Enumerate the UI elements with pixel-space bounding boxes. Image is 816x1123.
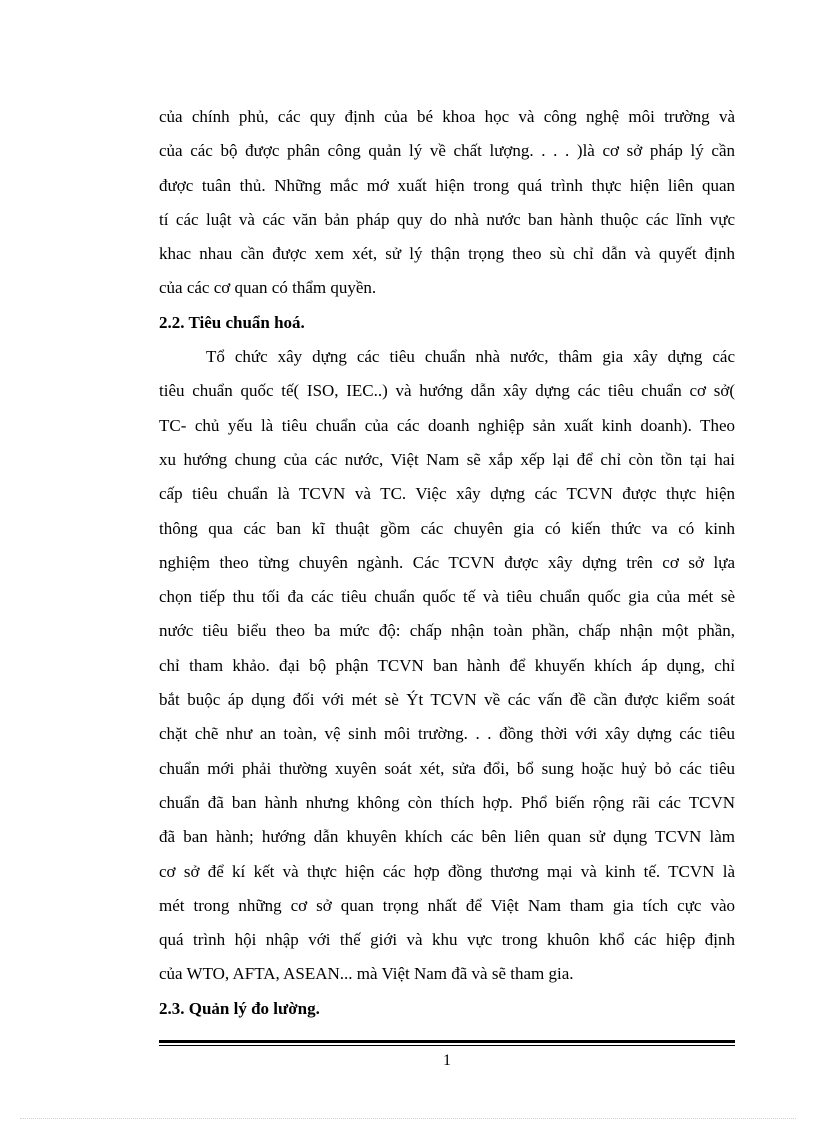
document-body xyxy=(159,100,735,1026)
text-line: chuẩn mới phải thường xuyên soát xét, sửa đổi, bổ sung hoặc huỷ bỏ các tiêu xyxy=(159,758,735,778)
section-heading-2-2: 2.2. Tiêu chuẩn hoá. xyxy=(159,312,305,332)
text-line: TC- chủ yếu là tiêu chuẩn của các doanh nghiệp sản xuất kinh doanh). Theo xyxy=(159,415,735,435)
text-line: chặt chẽ như an toàn, vệ sinh môi trường. . . đồng thời với xây dựng các tiêu xyxy=(159,724,735,744)
text-line: nghiệm theo từng chuyên ngành. Các TCVN được xây dựng trên cơ sở lựa xyxy=(159,552,735,572)
text-line: của các cơ quan có thẩm quyền. xyxy=(159,278,377,298)
text-line: của các bộ được phân công quản lý về chất lượng. . . . )là cơ sở pháp lý cần xyxy=(159,141,735,161)
paragraph-standardization xyxy=(159,340,735,992)
text-line: khac nhau cần được xem xét, sử lý thận trọng theo sù chỉ dẫn và quyết định xyxy=(159,244,735,264)
footer-rule-thin xyxy=(159,1045,735,1046)
text-line: chỉ tham khảo. đại bộ phận TCVN ban hành để khuyến khích áp dụng, chỉ xyxy=(159,655,735,675)
text-line: nước tiêu biểu theo ba mức độ: chấp nhận toàn phần, chấp nhận một phần, xyxy=(159,621,735,641)
paragraph-legal-basis xyxy=(159,100,735,306)
text-line: mét trong những cơ sở quan trọng nhất để Việt Nam tham gia tích cực vào xyxy=(159,895,735,915)
text-line: tiêu chuẩn quốc tế( ISO, IEC..) và hướng dẫn xây dựng các tiêu chuẩn cơ sở( xyxy=(159,381,735,401)
text-line: thông qua các ban kĩ thuật gồm các chuyên gia có kiến thức va có kinh xyxy=(159,518,735,538)
text-line: quá trình hội nhập với thế giới và khu vực trong khuôn khổ các hiệp định xyxy=(159,930,735,950)
text-line: được tuân thủ. Những mắc mớ xuất hiện trong quá trình thực hiện liên quan xyxy=(159,175,735,195)
text-line: tí các luật và các văn bản pháp quy do nhà nước ban hành thuộc các lĩnh vực xyxy=(159,209,735,229)
text-line: của chính phủ, các quy định của bé khoa học và công nghệ môi trường và xyxy=(159,107,735,126)
text-line: của WTO, AFTA, ASEAN... mà Việt Nam đã và sẽ tham gia. xyxy=(159,964,574,984)
text-line: đã ban hành; hướng dẫn khuyên khích các bên liên quan sử dụng TCVN làm xyxy=(159,827,735,847)
text-line: cấp tiêu chuẩn là TCVN và TC. Việc xây dựng các TCVN được thực hiện xyxy=(159,484,735,504)
text-line: chọn tiếp thu tối đa các tiêu chuẩn quốc tế và tiêu chuẩn quốc gia của mét sè xyxy=(159,587,735,607)
text-line: cơ sở để kí kết và thực hiện các hợp đồng thương mại và kinh tế. TCVN là xyxy=(159,861,735,881)
text-line: xu hướng chung của các nước, Việt Nam sẽ xắp xếp lại để chỉ còn tồn tại hai xyxy=(159,449,735,469)
text-line: chuẩn đã ban hành nhưng không còn thích hợp. Phổ biến rộng rãi các TCVN xyxy=(159,792,735,812)
page-number: 1 xyxy=(443,1052,451,1069)
page-bottom-divider xyxy=(20,1118,796,1119)
text-line: Tổ chức xây dựng các tiêu chuẩn nhà nước, thâm gia xây dựng các xyxy=(206,347,735,367)
section-heading-2-3: 2.3. Quản lý đo lường. xyxy=(159,998,320,1018)
text-line: bắt buộc áp dụng đối với mét sè Ýt TCVN về các vấn đề cần được kiểm soát xyxy=(159,690,735,710)
footer-rule-thick xyxy=(159,1040,735,1043)
